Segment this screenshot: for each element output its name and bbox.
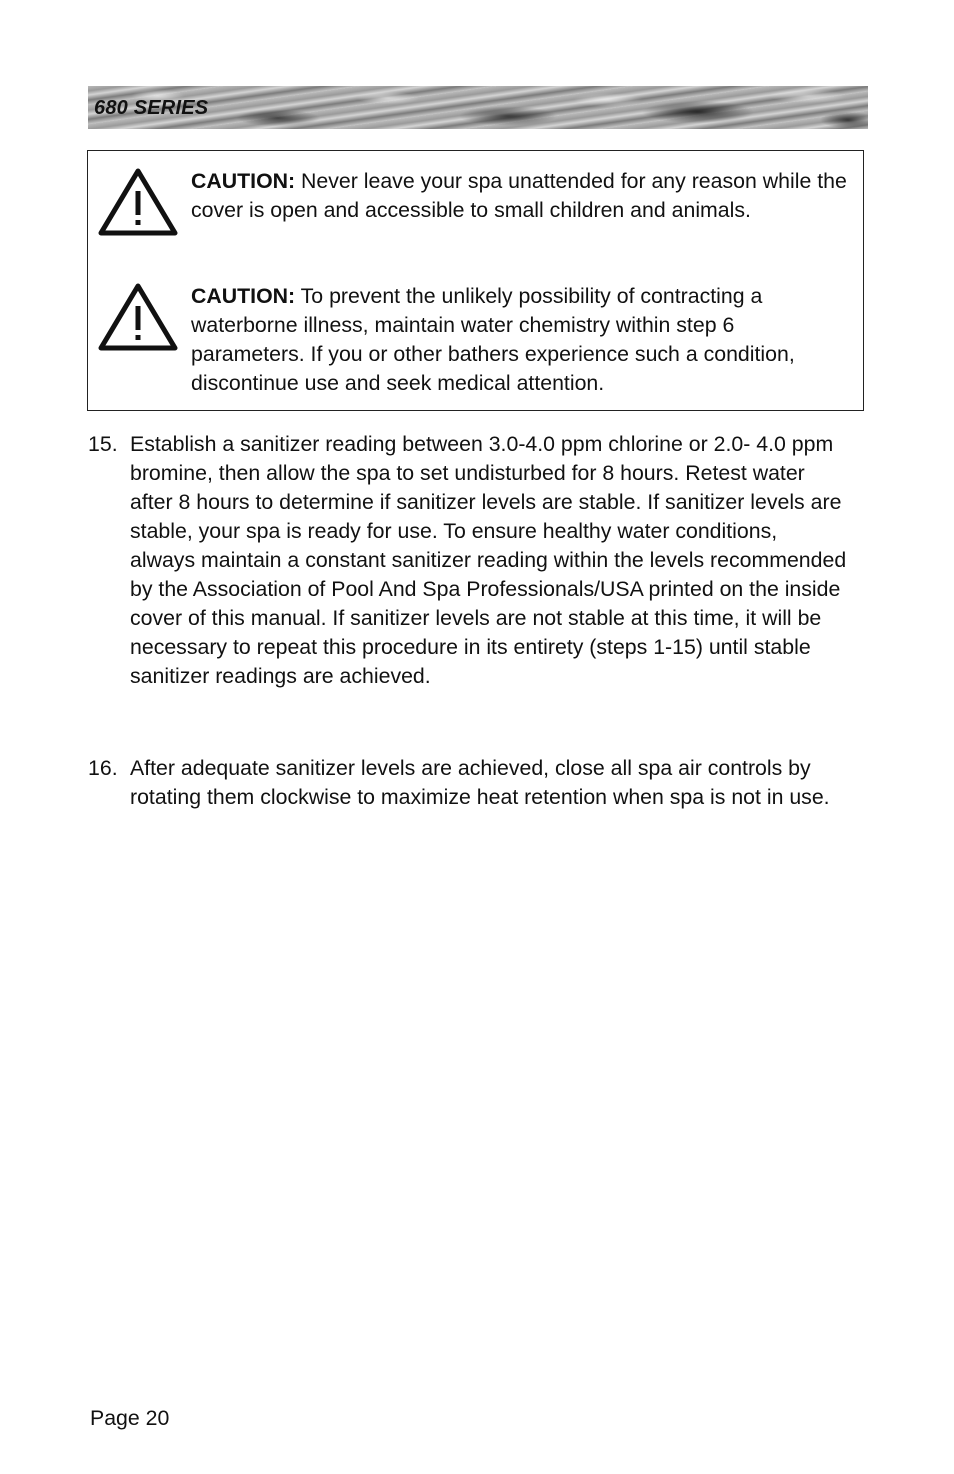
header-banner bbox=[88, 86, 868, 129]
step-number: 16. bbox=[88, 756, 118, 780]
page-number: Page 20 bbox=[90, 1406, 170, 1430]
step-number: 15. bbox=[88, 432, 118, 456]
warning-triangle-icon bbox=[97, 282, 179, 354]
step-text: Establish a sanitizer reading between 3.0-4.0 ppm chlorine or 2.0- 4.0 ppm bromine, then allow the spa to set undisturbed for 8 hours. Retest water after 8 hours to determine if sanitizer levels are stable. If sanitizer levels are stable, your spa is ready for use. To ensure healthy water conditions, always maintain a constant sanitizer reading within the levels recommended by the Association of Pool And Spa Professionals/USA printed on the inside cover of this manual. If sanitizer levels are not stable at this time, it will be necessary to repeat this procedure in its entirety (steps 1-15) until stable sanitizer readings are achieved. bbox=[130, 432, 847, 688]
caution-label: CAUTION: bbox=[191, 284, 296, 308]
warning-triangle-icon bbox=[97, 167, 179, 239]
step-16 bbox=[88, 754, 878, 812]
caution-text: Never leave your spa unattended for any reason while the cover is open and accessible to small children and animals. bbox=[191, 169, 847, 222]
caution-2 bbox=[191, 282, 831, 398]
step-15 bbox=[88, 430, 848, 691]
series-title: 680 SERIES bbox=[94, 97, 209, 119]
step-text: After adequate sanitizer levels are achieved, close all spa air controls by rotating them clockwise to maximize heat retention when spa is not in use. bbox=[130, 756, 830, 809]
caution-label: CAUTION: bbox=[191, 169, 296, 193]
caution-1 bbox=[191, 167, 851, 225]
caution-text: To prevent the unlikely possibility of contracting a waterborne illness, maintain water chemistry within step 6 parameters. If you or other bathers experience such a condition, discontinue use and seek medical attention. bbox=[191, 284, 795, 395]
